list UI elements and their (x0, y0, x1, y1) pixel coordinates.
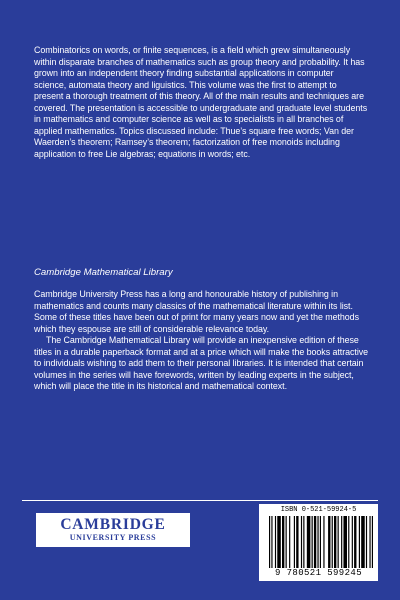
series-paragraph-2: The Cambridge Mathematical Library will provide an inexpensive edition of these titles in a durable paperback format and at a price which will make the books attractive to individuals wishing to add them to their personal libraries. It is intended that certain volumes in the series will have forewords, written by leading experts in the subject, which will place the title in its historical and mathematical context. (34, 335, 369, 391)
isbn-barcode-panel (259, 504, 378, 581)
barcode-stripe (359, 516, 360, 568)
series-title: Cambridge Mathematical Library (34, 267, 173, 278)
barcode-stripe (312, 516, 313, 568)
barcode-stripe (317, 516, 318, 568)
barcode-stripe (341, 516, 342, 568)
barcode-stripe (294, 516, 295, 568)
isbn-label: ISBN 0-521-59924-5 (280, 506, 357, 514)
barcode-stripe (334, 516, 336, 568)
barcode-stripe (307, 516, 311, 568)
divider-line (22, 500, 378, 501)
barcode-stripe (286, 516, 287, 568)
barcode-stripe (366, 516, 367, 568)
barcode-stripe (348, 516, 349, 568)
publisher-subname: UNIVERSITY PRESS (69, 533, 157, 542)
series-description (34, 289, 368, 393)
barcode-stripe (296, 516, 298, 568)
barcode-stripe (372, 516, 373, 568)
barcode-stripe (328, 516, 330, 568)
barcode-stripe (354, 516, 356, 568)
barcode-stripe (282, 516, 284, 568)
barcode-stripe (352, 516, 353, 568)
barcode-icon (269, 516, 373, 568)
barcode-stripe (271, 516, 272, 568)
publisher-name: CAMBRIDGE (60, 516, 166, 533)
book-description (34, 45, 368, 160)
barcode-stripe (301, 516, 302, 568)
barcode-stripe (343, 516, 347, 568)
barcode-stripe (303, 516, 304, 568)
barcode-stripe (320, 516, 321, 568)
barcode-stripe (289, 516, 290, 568)
barcode-stripe (332, 516, 333, 568)
barcode-digits: 9 780521 599245 (274, 568, 362, 578)
barcode-stripe (361, 516, 365, 568)
barcode-stripe (338, 516, 339, 568)
barcode-stripe (269, 516, 270, 568)
barcode-stripe (323, 516, 324, 568)
publisher-logo (36, 513, 190, 547)
barcode-stripe (277, 516, 281, 568)
barcode-stripe (275, 516, 276, 568)
series-paragraph-1: Cambridge University Press has a long and honourable history of publishing in mathematics and counts many classics of the mathematical literature within its list. Some of these titles have been out of print for many years now and yet the methods which they espouse are still of considerable relevance today. (34, 289, 359, 334)
barcode-stripe (314, 516, 316, 568)
description-paragraph: Combinatorics on words, or finite sequences, is a field which grew simultaneously within disparate branches of mathematics such as group theory and probability. It has grown into an independent theory finding substantial applications in computer science, automata theory and liguistics. This volume was the first to attempt to present a thorough treatment of this theory. All of the main results and techniques are covered. The presentation is accessible to undergraduate and graduate level students in mathematics and computer science as well as to specialists in all branches of applied mathematics. Topics discussed include: Thue’s square free words; Van der Waerden’s theorem; Ramsey’s theorem; factorization of free monoids including application to free Lie algebras; equations in words; etc. (34, 45, 368, 159)
barcode-stripe (369, 516, 370, 568)
